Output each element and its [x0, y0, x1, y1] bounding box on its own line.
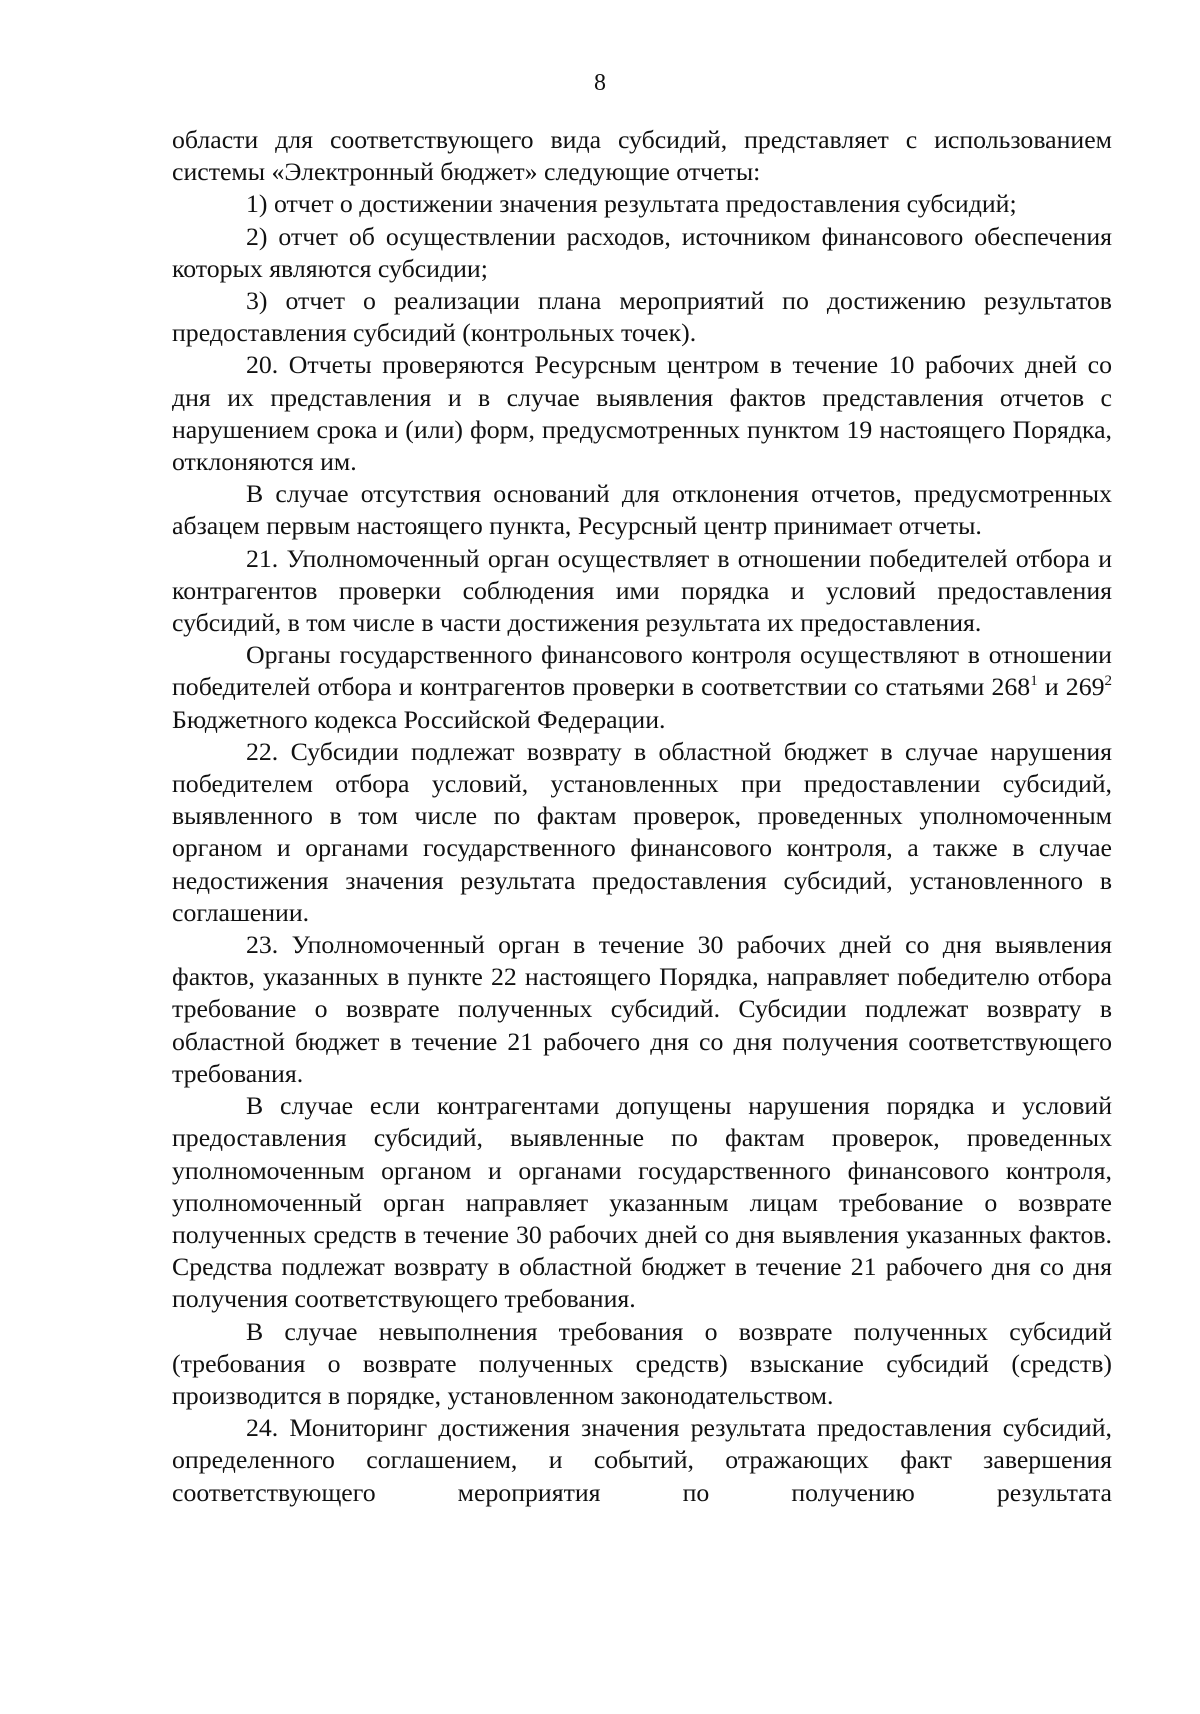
paragraph-recovery: В случае невыполнения требования о возврате полученных субсидий (требования о возврате полученных средств) взыскание субсидий (средств) производится в порядке, установленном законодательством. [172, 1316, 1112, 1410]
article-269-superscript: 2 [1104, 673, 1112, 690]
page-number: 8 [594, 70, 606, 96]
paragraph-item-20: 20. Отчеты проверяются Ресурсным центром в течение 10 рабочих дней со дня их представления и в случае выявления фактов представления отчетов с нарушением срока и (или) форм, предусмотренных пунктом 19 настоящего Порядка, отклоняются им. [172, 350, 1112, 477]
paragraph-item-21: 21. Уполномоченный орган осуществляет в отношении победителей отбора и контрагентов проверки соблюдения ими порядка и условий предоставления субсидий, в том числе в части достижения результата их предоставления. [172, 543, 1112, 638]
paragraph-financial-control [172, 639, 1112, 736]
paragraph-item-20-acceptance: В случае отсутствия оснований для отклонения отчетов, предусмотренных абзацем первым настоящего пункта, Ресурсный центр принимает отчеты. [172, 479, 1112, 541]
financial-control-text-start: Органы государственного финансового контроля осуществляют в отношении победителей отбора и контрагентов проверки в соответствии со статьями 268 [172, 640, 1112, 702]
financial-control-text-end: Бюджетного кодекса Российской Федерации. [172, 704, 666, 734]
document-body [172, 124, 1112, 1509]
paragraph-item-23: 23. Уполномоченный орган в течение 30 рабочих дней со дня выявления фактов, указанных в пункте 22 настоящего Порядка, направляет победителю отбора требование о возврате полученных субсидий. Субсидии подлежат возврату в областной бюджет в течение 21 рабочего дня со дня получения соответствующего требования. [172, 930, 1112, 1088]
article-268-superscript: 1 [1030, 673, 1038, 690]
paragraph-item-24: 24. Мониторинг достижения значения результата предоставления субсидий, определенного соглашением, и событий, отражающих факт завершения соответствующего мероприятия по получению результата [172, 1413, 1112, 1507]
paragraph-report-2: 2) отчет об осуществлении расходов, источником финансового обеспечения которых являются субсидии; [172, 221, 1112, 283]
paragraph-reports-intro: области для соответствующего вида субсидий, представляет с использованием системы «Электронный бюджет» следующие отчеты: [172, 125, 1112, 187]
paragraph-item-22: 22. Субсидии подлежат возврату в областной бюджет в случае нарушения победителем отбора условий, установленных при предоставлении субсидий, выявленного в том числе по фактам проверок, проведенных уполномоченным органом и органами государственного финансового контроля, а также в случае недостижения значения результата предоставления субсидий, установленного в соглашении. [172, 736, 1112, 927]
paragraph-contractor-violations: В случае если контрагентами допущены нарушения порядка и условий предоставления субсидий, выявленные по фактам проверок, проведенных уполномоченным органом и органами государственного финансового контроля, уполномоченный орган направляет указанным лицам требование о возврате полученных средств в течение 30 рабочих дней со дня выявления указанных фактов. Средства подлежат возврату в областной бюджет в течение 21 рабочего дня со дня получения соответствующего требования. [172, 1091, 1112, 1314]
paragraph-report-3: 3) отчет о реализации плана мероприятий по достижению результатов предоставления субсидий (контрольных точек). [172, 286, 1112, 348]
paragraph-report-1: 1) отчет о достижении значения результата предоставления субсидий; [246, 189, 1017, 219]
financial-control-text-middle: и 269 [1037, 672, 1105, 702]
